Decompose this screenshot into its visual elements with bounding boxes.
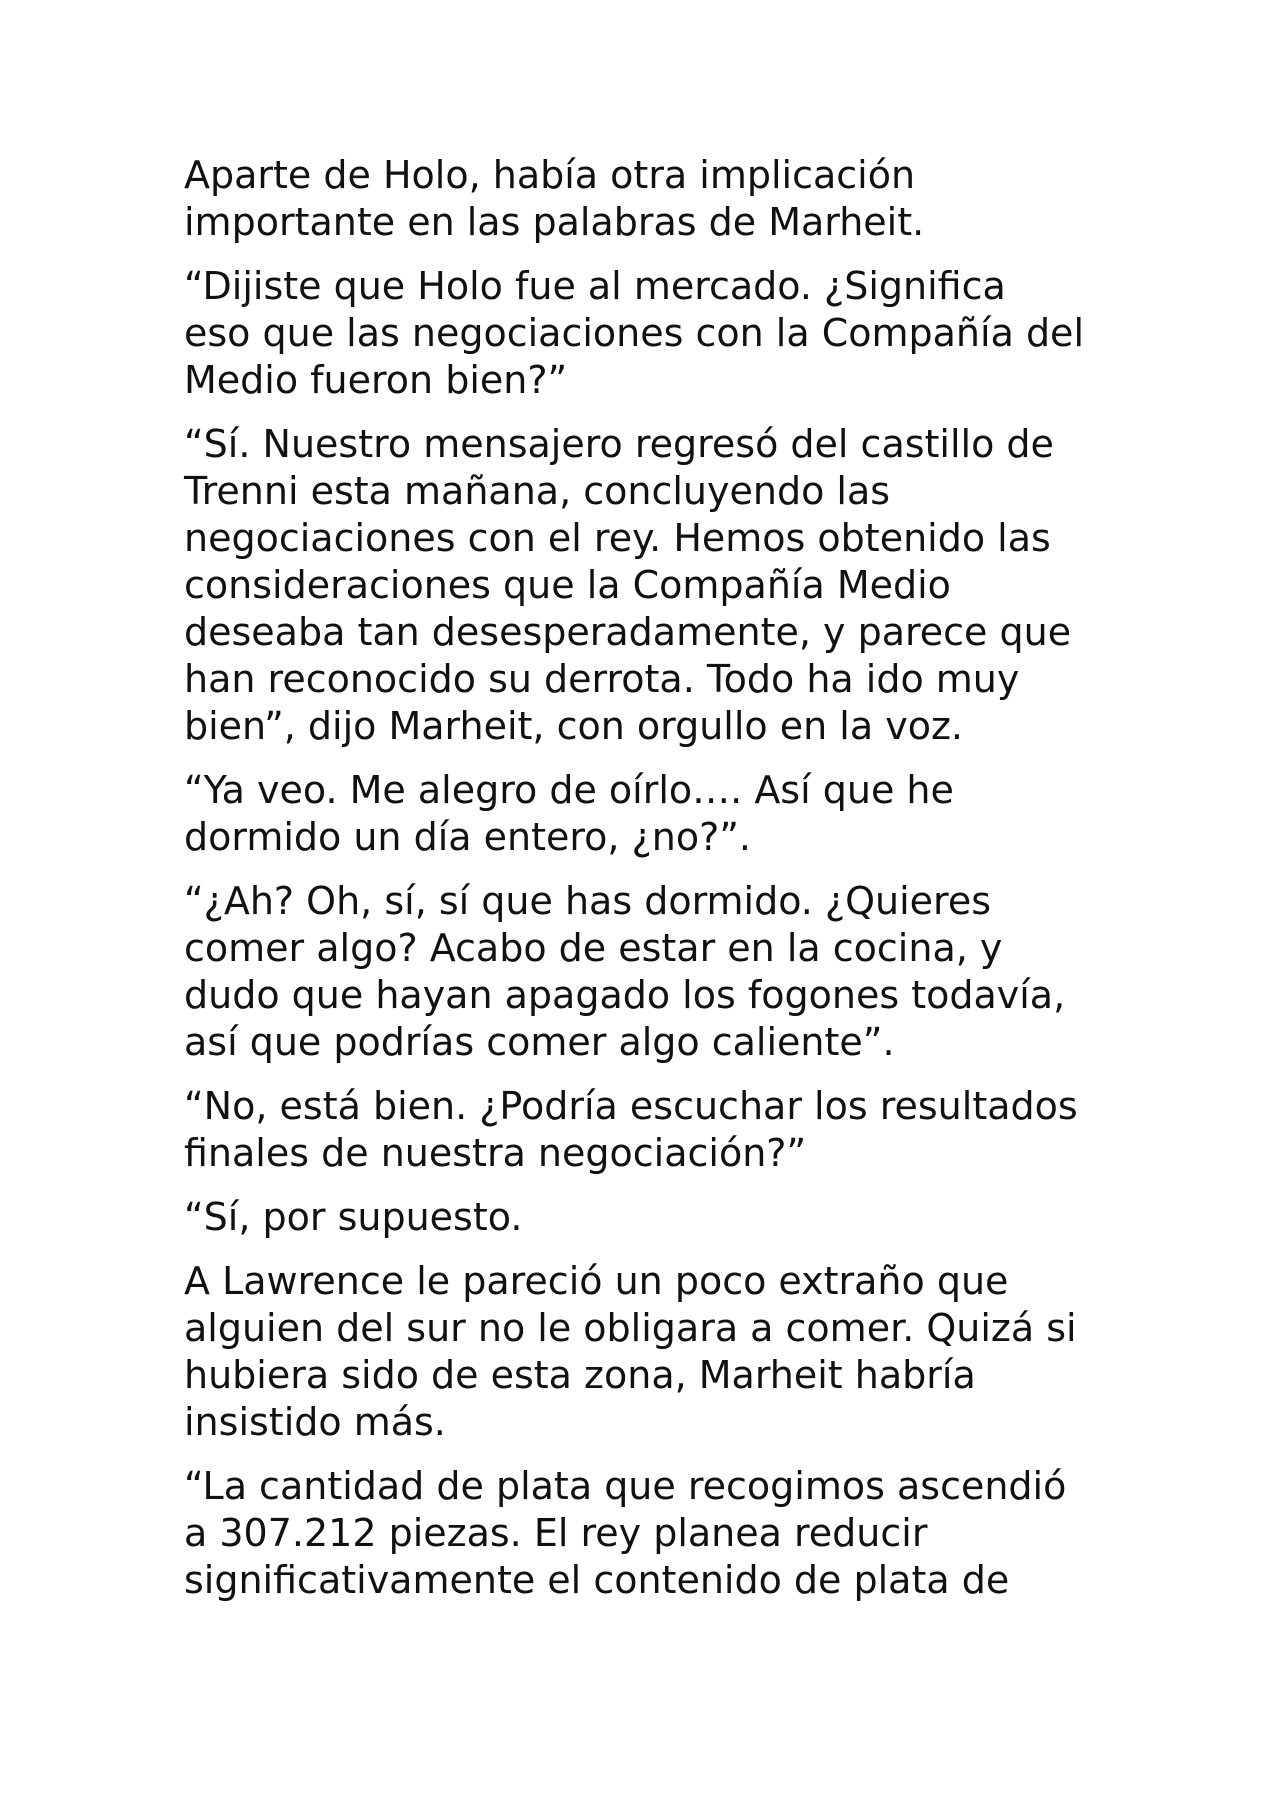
- text-line: Medio fueron bien?”: [184, 358, 568, 402]
- text-line: Trenni esta mañana, concluyendo las: [184, 469, 891, 513]
- paragraph-8: [184, 1258, 1124, 1446]
- paragraph-5: [184, 878, 1124, 1066]
- paragraph-2: [184, 263, 1124, 404]
- paragraph-3: [184, 421, 1124, 750]
- text-line: dormido un día entero, ¿no?”.: [184, 815, 752, 859]
- text-line: así que podrías comer algo caliente”.: [184, 1020, 895, 1064]
- text-line: bien”, dijo Marheit, con orgullo en la voz.: [184, 704, 963, 748]
- paragraph-1: [184, 152, 1124, 246]
- text-line: “Sí, por supuesto.: [184, 1195, 523, 1239]
- paragraph-6: [184, 1083, 1124, 1177]
- text-line: dudo que hayan apagado los fogones todavía,: [184, 973, 1066, 1017]
- text-line: alguien del sur no le obligara a comer. Quizá si: [184, 1306, 1077, 1350]
- paragraph-9: [184, 1463, 1124, 1604]
- text-line: insistido más.: [184, 1400, 446, 1444]
- text-line: hubiera sido de esta zona, Marheit habría: [184, 1353, 976, 1397]
- text-line: “Ya veo. Me alegro de oírlo…. Así que he: [184, 768, 954, 812]
- text-line: Aparte de Holo, había otra implicación: [184, 153, 916, 197]
- text-line: negociaciones con el rey. Hemos obtenido las: [184, 516, 1051, 560]
- paragraph-4: [184, 767, 1124, 861]
- text-line: “¿Ah? Oh, sí, sí que has dormido. ¿Quieres: [184, 879, 992, 923]
- paragraph-7: [184, 1194, 1124, 1241]
- text-line: significativamente el contenido de plata de: [184, 1558, 1010, 1602]
- text-line: deseaba tan desesperadamente, y parece que: [184, 610, 1072, 654]
- text-line: consideraciones que la Compañía Medio: [184, 563, 951, 607]
- text-line: “Dijiste que Holo fue al mercado. ¿Significa: [184, 264, 1006, 308]
- text-line: eso que las negociaciones con la Compañía del: [184, 311, 1084, 355]
- text-line: comer algo? Acabo de estar en la cocina, y: [184, 926, 1003, 970]
- text-line: “No, está bien. ¿Podría escuchar los resultados: [184, 1084, 1078, 1128]
- text-line: importante en las palabras de Marheit.: [184, 200, 925, 244]
- text-line: finales de nuestra negociación?”: [184, 1131, 807, 1175]
- text-line: “La cantidad de plata que recogimos ascendió: [184, 1464, 1067, 1508]
- text-line: a 307.212 piezas. El rey planea reducir: [184, 1511, 928, 1555]
- text-line: A Lawrence le pareció un poco extraño que: [184, 1259, 1009, 1303]
- document-page: [184, 152, 1124, 1621]
- text-line: han reconocido su derrota. Todo ha ido muy: [184, 657, 1020, 701]
- text-line: “Sí. Nuestro mensajero regresó del castillo de: [184, 422, 1054, 466]
